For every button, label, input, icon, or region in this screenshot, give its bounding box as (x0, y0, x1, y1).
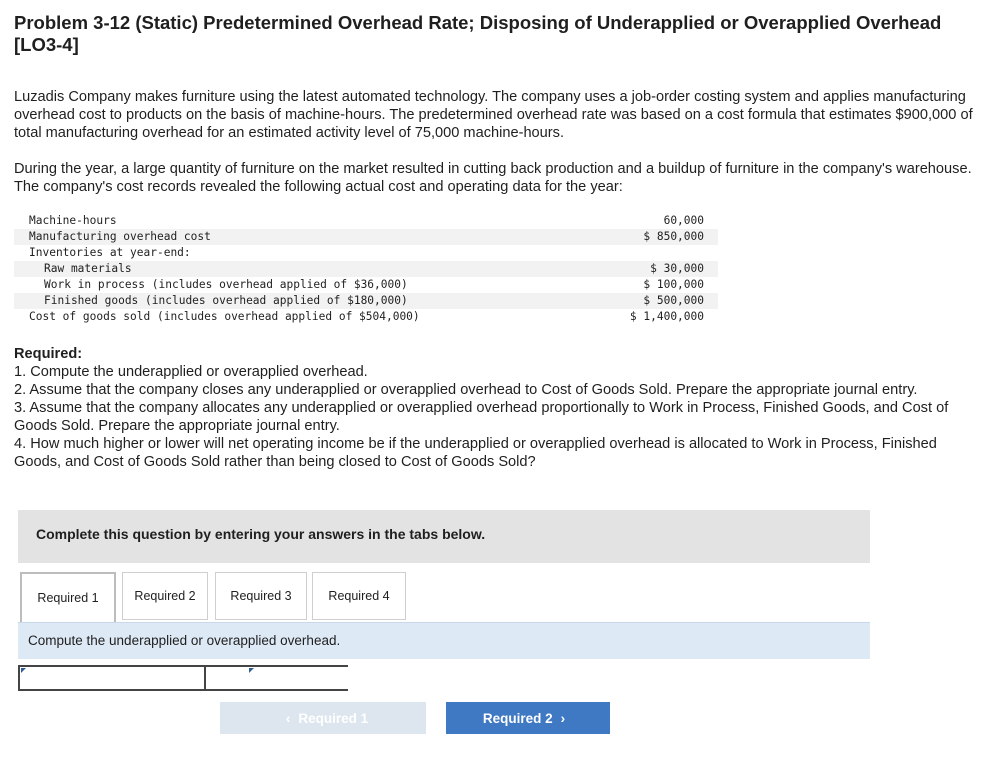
table-row (14, 245, 718, 261)
row-value (592, 245, 718, 261)
tab-required-2[interactable]: Required 2 (122, 572, 208, 620)
input-corner-marker (21, 668, 26, 673)
row-label: Finished goods (includes overhead applied of $180,000) (14, 293, 592, 309)
cost-data-table (14, 213, 718, 325)
row-value: $ 850,000 (592, 229, 718, 245)
tab-required-4[interactable]: Required 4 (312, 572, 406, 620)
chevron-left-icon: ‹ (285, 710, 291, 726)
tab-required-1[interactable]: Required 1 (20, 572, 116, 622)
tab-required-3[interactable]: Required 3 (215, 572, 307, 620)
row-value: $ 30,000 (592, 261, 718, 277)
instructions-text: Complete this question by entering your answers in the tabs below. (36, 526, 486, 542)
table-row (14, 277, 718, 293)
input-corner-marker (249, 668, 254, 673)
row-value: $ 100,000 (643, 278, 704, 291)
table-row (14, 229, 718, 245)
row-value: $ 1,400,000 (629, 310, 704, 323)
row-label: Work in process (includes overhead applied of $36,000) (44, 278, 408, 291)
answer-row (18, 665, 348, 691)
row-value: 60,000 (663, 214, 704, 227)
table-row (14, 293, 718, 309)
table-row (14, 309, 718, 325)
row-label: Cost of goods sold (includes overhead applied of $504,000) (29, 310, 420, 323)
row-label: Inventories at year-end: (29, 246, 191, 259)
required-item-2: 2. Assume that the company closes any underapplied or overapplied overhead to Cost of Goods Sold. Prepare the appropriate journal entry. (14, 382, 918, 398)
chevron-right-icon: › (560, 710, 566, 726)
table-row (14, 213, 718, 229)
table-row (14, 261, 718, 277)
row-label: Raw materials (14, 261, 592, 277)
row-label: Manufacturing overhead cost (14, 229, 592, 245)
answer-amount-input[interactable] (206, 667, 390, 689)
required-item-4: 4. How much higher or lower will net operating income be if the underapplied or overapplied overhead is allocated to Work in Process, Finished Goods, and Cost of Goods Sold rather than being closed to Cost of Goods Sold? (14, 436, 937, 470)
required-item-1: 1. Compute the underapplied or overapplied overhead. (14, 364, 368, 380)
tab-prompt: Compute the underapplied or overapplied overhead. (28, 633, 341, 648)
answer-label-input[interactable] (20, 667, 206, 689)
required-item-3: 3. Assume that the company allocates any underapplied or overapplied overhead proportionally to Work in Process, Finished Goods, and Cost of Goods Sold. Prepare the appropriate journal entry. (14, 400, 949, 434)
row-value: $ 500,000 (592, 293, 718, 309)
row-label: Machine-hours (29, 214, 117, 227)
required-section (14, 345, 974, 471)
tab-prompt-panel (18, 622, 870, 659)
context-paragraph: During the year, a large quantity of furniture on the market resulted in cutting back production and a buildup of furniture in the company's warehouse. The company's cost records revealed the following actual cost and operating data for the year: (14, 161, 972, 195)
intro-paragraph: Luzadis Company makes furniture using the latest automated technology. The company uses a job-order costing system and applies manufacturing overhead cost to products on the basis of machine-hours. The predetermined overhead rate was based on a cost formula that estimates $900,000 of total manufacturing overhead for an estimated activity level of 75,000 machine-hours. (14, 89, 973, 141)
prev-button-label: Required 1 (298, 710, 369, 726)
instructions-banner (18, 510, 870, 563)
next-button-label: Required 2 (482, 710, 553, 726)
problem-title: Problem 3-12 (Static) Predetermined Overhead Rate; Disposing of Underapplied or Overapplied Overhead [LO3-4] (14, 12, 942, 55)
required-heading: Required: (14, 346, 83, 362)
prev-required-button[interactable] (220, 702, 426, 734)
next-required-button[interactable] (446, 702, 610, 734)
